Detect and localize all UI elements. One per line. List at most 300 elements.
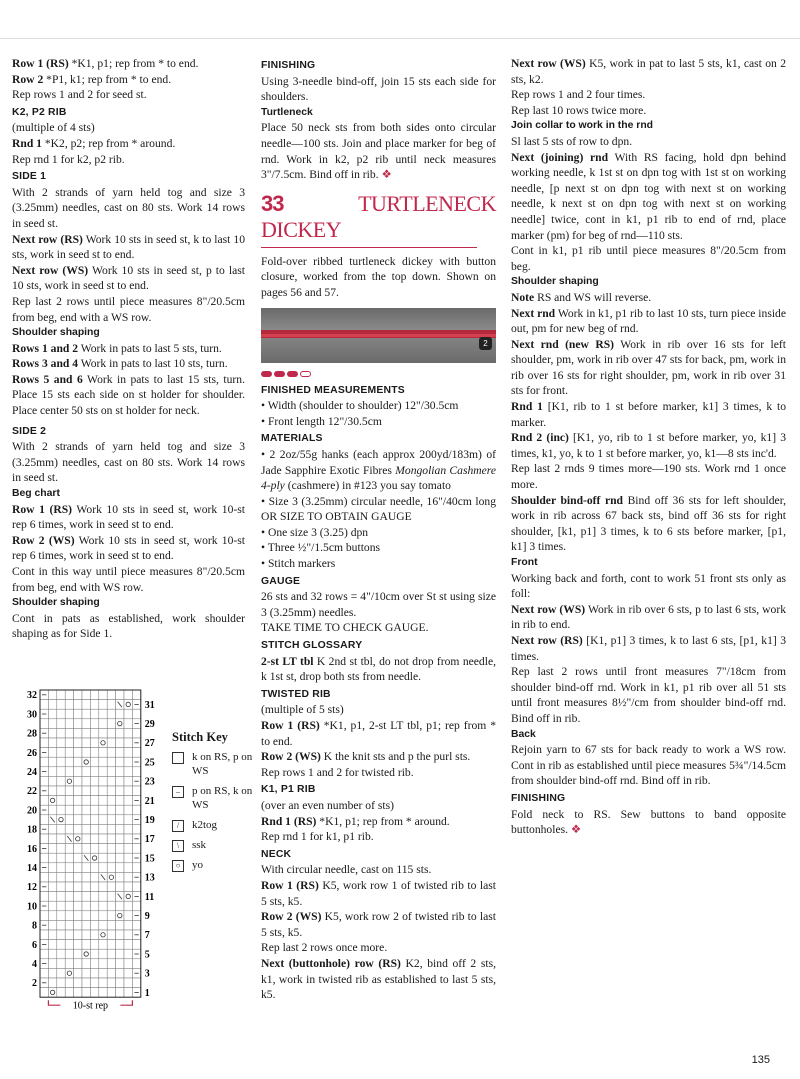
chart-cell bbox=[99, 901, 107, 911]
chart-cell bbox=[82, 968, 90, 978]
chart-cell bbox=[48, 767, 56, 777]
chart-cell bbox=[48, 690, 56, 700]
chart-cell bbox=[99, 834, 107, 844]
row-text: K5, work row 2 of twisted rib to last 5 sts, k5. bbox=[261, 910, 496, 939]
chart-cell bbox=[107, 872, 115, 882]
paragraph: (multiple of 4 sts) bbox=[12, 121, 95, 135]
chart-cell bbox=[90, 690, 98, 700]
paragraph: 26 sts and 32 rows = 4"/10cm over St st using size 3 (3.25mm) needles. bbox=[261, 590, 496, 619]
chart-cell bbox=[124, 824, 132, 834]
bullet: • Stitch markers bbox=[261, 557, 336, 571]
row-text: Work in pats to last 15 sts, turn. Place 15 sts each side on st holder for shoulder. Place center 50 sts on st holder for neck. bbox=[12, 372, 245, 418]
chart-cell bbox=[99, 690, 107, 700]
chart-cell bbox=[48, 844, 56, 854]
bullet: • Three ½"/1.5cm buttons bbox=[261, 541, 381, 555]
row-text: Work 10 sts in seed st, work 10-st rep 6 times, work in seed st to end. bbox=[12, 502, 245, 532]
chart-cell bbox=[90, 709, 98, 719]
row-text: K the knit sts and p the purl sts. bbox=[320, 750, 471, 764]
subheading: Shoulder shaping bbox=[511, 276, 599, 288]
chart-cell bbox=[132, 748, 140, 758]
row-number-right: 21 bbox=[144, 795, 155, 807]
row-label: Next (joining) rnd bbox=[511, 150, 609, 164]
pattern-title bbox=[261, 191, 496, 243]
knit-symbol-icon bbox=[172, 752, 184, 764]
chart-cell bbox=[74, 786, 82, 796]
chart-cell bbox=[132, 690, 140, 700]
chart-cell bbox=[116, 786, 124, 796]
pattern-name: TURTLENECK DICKEY bbox=[261, 190, 496, 242]
stitch-chart bbox=[22, 688, 162, 1023]
chart-cell bbox=[90, 786, 98, 796]
key-item bbox=[172, 818, 256, 832]
chart-cell bbox=[40, 949, 48, 959]
paragraph: Using 3-needle bind-off, join 15 sts each side for shoulders. bbox=[261, 74, 496, 104]
chart-cell bbox=[74, 892, 82, 902]
chart-cell bbox=[116, 719, 124, 729]
chart-cell bbox=[82, 911, 90, 921]
chart-cell bbox=[74, 700, 82, 710]
chart-cell bbox=[74, 738, 82, 748]
chart-cell bbox=[82, 920, 90, 930]
chart-cell bbox=[90, 968, 98, 978]
repeat-label: 10-st rep bbox=[72, 1000, 109, 1012]
key-label: k2tog bbox=[192, 819, 218, 831]
chart-cell bbox=[90, 748, 98, 758]
chart-cell bbox=[132, 978, 140, 988]
chart-cell bbox=[48, 709, 56, 719]
chart-cell bbox=[124, 863, 132, 873]
chart-cell bbox=[99, 911, 107, 921]
chart-cell bbox=[57, 901, 65, 911]
chart-cell bbox=[57, 690, 65, 700]
chart-cell bbox=[48, 920, 56, 930]
bullet: • Size 3 (3.25mm) circular needle, 16"/40cm long OR SIZE TO OBTAIN GAUGE bbox=[261, 494, 496, 524]
paragraph: Cont in this way until piece measures 8"/20.5cm from beg, end with WS row. bbox=[12, 565, 245, 594]
chart-cell bbox=[116, 796, 124, 806]
chart-cell bbox=[48, 911, 56, 921]
chart-cell bbox=[116, 901, 124, 911]
row-label: Rows 1 and 2 bbox=[12, 341, 79, 355]
chart-cell bbox=[99, 748, 107, 758]
row-number-left: 8 bbox=[32, 920, 37, 932]
chart-cell bbox=[65, 700, 73, 710]
paragraph: Rep last 2 rnds 9 times more—190 sts. Work rnd 1 once more. bbox=[511, 462, 786, 492]
row-label: Next rnd (new RS) bbox=[511, 337, 615, 351]
bullet: • One size 3 (3.25) dpn bbox=[261, 525, 369, 539]
row-text: [K1, rib to 1 st before marker, k1] 3 times, k to marker. bbox=[511, 400, 786, 429]
section-heading: FINISHING bbox=[261, 60, 316, 71]
row-text: K5, work row 1 of twisted rib to last 5 sts, k5. bbox=[261, 878, 496, 908]
row-number-right: 23 bbox=[144, 776, 155, 788]
chart-cell bbox=[74, 796, 82, 806]
paragraph: (over an even number of sts) bbox=[261, 798, 394, 812]
row-number-left: 26 bbox=[27, 747, 37, 759]
chart-cell bbox=[124, 786, 132, 796]
chart-cell bbox=[90, 796, 98, 806]
chart-cell bbox=[57, 709, 65, 719]
chart-cell bbox=[48, 757, 56, 767]
row-number-right: 9 bbox=[144, 910, 150, 922]
yarn-swatch-image bbox=[261, 308, 496, 363]
row-number-left: 28 bbox=[27, 728, 37, 740]
chart-cell bbox=[90, 805, 98, 815]
chart-cell bbox=[99, 728, 107, 738]
chart-cell bbox=[74, 834, 82, 844]
chart-cell bbox=[90, 892, 98, 902]
chart-cell bbox=[107, 815, 115, 825]
chart-cell bbox=[40, 930, 48, 940]
chart-cell bbox=[48, 834, 56, 844]
paragraph: Fold neck to RS. Sew buttons to band opposite buttonholes. bbox=[511, 807, 786, 837]
chart-cell bbox=[124, 767, 132, 777]
chart-cell bbox=[74, 709, 82, 719]
chart-cell bbox=[116, 863, 124, 873]
row-label: Next row (RS) bbox=[511, 633, 583, 647]
chart-cell bbox=[48, 728, 56, 738]
chart-cell bbox=[65, 882, 73, 892]
chart-cell bbox=[48, 776, 56, 786]
row-number-right: 27 bbox=[144, 738, 155, 750]
row-text: K 2nd st tbl, do not drop from needle, k 1st st, drop both sts from needle. bbox=[261, 654, 496, 684]
key-label: p on RS, k on WS bbox=[192, 785, 253, 811]
chart-cell bbox=[116, 911, 124, 921]
row-number-left: 6 bbox=[32, 939, 37, 951]
chart-cell bbox=[107, 930, 115, 940]
chart-cell bbox=[132, 709, 140, 719]
row-label: Row 2 (WS) bbox=[261, 750, 321, 764]
chart-cell bbox=[124, 892, 132, 902]
row-label: Rnd 1 bbox=[12, 136, 42, 150]
chart-cell bbox=[124, 978, 132, 988]
row-label: Row 1 (RS) bbox=[261, 878, 319, 892]
chart-cell bbox=[74, 872, 82, 882]
paragraph: Rep rows 1 and 2 four times. bbox=[511, 88, 646, 102]
chart-cell bbox=[116, 709, 124, 719]
row-number-right: 1 bbox=[144, 987, 150, 999]
chart-cell bbox=[40, 757, 48, 767]
chart-cell bbox=[116, 882, 124, 892]
chart-cell bbox=[82, 978, 90, 988]
chart-cell bbox=[116, 844, 124, 854]
row-label: Row 1 (RS) bbox=[12, 57, 69, 70]
chart-cell bbox=[57, 863, 65, 873]
page-number: 135 bbox=[751, 1054, 770, 1066]
row-text: [K1, yo, rib to 1 st before marker, yo, k1] 3 times, k1, yo, k to 1 st before marker, yo, k1—8 sts inc'd. bbox=[511, 431, 786, 460]
chart-cell bbox=[65, 959, 73, 969]
chart-cell bbox=[99, 738, 107, 748]
chart-cell bbox=[82, 824, 90, 834]
row-number-left: 10 bbox=[27, 901, 37, 913]
chart-cell bbox=[48, 748, 56, 758]
chart-cell bbox=[48, 940, 56, 950]
chart-cell bbox=[48, 863, 56, 873]
material-text: (cashmere) in #123 you say tomato bbox=[284, 479, 451, 493]
chart-cell bbox=[124, 930, 132, 940]
column-left bbox=[12, 56, 245, 642]
chart-cell bbox=[82, 700, 90, 710]
chart-cell bbox=[40, 988, 48, 998]
chart-cell bbox=[57, 796, 65, 806]
row-label: Rnd 2 (inc) bbox=[511, 431, 569, 445]
chart-cell bbox=[82, 719, 90, 729]
chart-grid bbox=[22, 688, 162, 1018]
chart-cell bbox=[74, 863, 82, 873]
skill-dot bbox=[287, 371, 298, 377]
key-label: k on RS, p on WS bbox=[192, 751, 253, 777]
chart-cell bbox=[90, 757, 98, 767]
row-text: With RS facing, hold dpn behind working needle, k 1st st on dpn tog with 1st st on working needle, [p next st on dpn tog with next st on working needle, k next st on dpn tog with next st on working needle] twice, cont in k1, p1 rib to end of rnd, place marker (pm) for beg of rnd—110 sts. bbox=[511, 150, 786, 242]
chart-cell bbox=[116, 757, 124, 767]
chart-cell bbox=[132, 882, 140, 892]
chart-cell bbox=[124, 844, 132, 854]
row-label: Next (buttonhole) row (RS) bbox=[261, 956, 401, 970]
intro: Fold-over ribbed turtleneck dickey with button closure, worked from the top down. Shown on pages 56 and 57. bbox=[261, 254, 496, 299]
chart-cell bbox=[82, 748, 90, 758]
skill-dot-empty bbox=[300, 371, 311, 377]
chart-cell bbox=[74, 911, 82, 921]
chart-cell bbox=[74, 767, 82, 777]
chart-cell bbox=[107, 901, 115, 911]
chart-cell bbox=[74, 757, 82, 767]
chart-cell bbox=[48, 786, 56, 796]
chart-cell bbox=[99, 815, 107, 825]
chart-cell bbox=[99, 882, 107, 892]
chart-cell bbox=[90, 911, 98, 921]
section-heading: NECK bbox=[261, 848, 292, 860]
paragraph: Working back and forth, cont to work 51 front sts only as foll: bbox=[511, 571, 786, 601]
chart-cell bbox=[90, 930, 98, 940]
chart-cell bbox=[74, 940, 82, 950]
chart-cell bbox=[74, 748, 82, 758]
stitch-key bbox=[172, 730, 256, 878]
chart-cell bbox=[82, 988, 90, 998]
chart-cell bbox=[48, 719, 56, 729]
chart-cell bbox=[40, 853, 48, 863]
column-middle bbox=[261, 56, 496, 1003]
chart-cell bbox=[65, 748, 73, 758]
chart-cell bbox=[99, 776, 107, 786]
row-label: Row 2 (WS) bbox=[12, 533, 75, 547]
chart-cell bbox=[82, 805, 90, 815]
section-heading: TWISTED RIB bbox=[261, 688, 331, 700]
chart-cell bbox=[116, 872, 124, 882]
chart-cell bbox=[57, 882, 65, 892]
chart-cell bbox=[57, 748, 65, 758]
skill-level-icon bbox=[261, 371, 496, 377]
paragraph: Rejoin yarn to 67 sts for back ready to work a WS row. Cont in rib as established until piece measures 5¾"/14.5cm from shoulder bind-off rnd. Bind off in rib. bbox=[511, 743, 786, 788]
material-text: • 2 2oz/55g hanks (each approx 200yd/183m) of Jade Sapphire Exotic Fibres bbox=[261, 447, 496, 477]
end-mark-icon: ❖ bbox=[381, 168, 392, 182]
chart-cell bbox=[40, 968, 48, 978]
row-text: *K1, p1; rep from * around. bbox=[316, 814, 450, 828]
row-number-left: 24 bbox=[27, 766, 37, 778]
key-item bbox=[172, 750, 256, 778]
row-number-right: 15 bbox=[144, 853, 155, 865]
chart-cell bbox=[65, 815, 73, 825]
yarn-strand-highlight bbox=[261, 334, 496, 337]
chart-cell bbox=[57, 776, 65, 786]
chart-cell bbox=[65, 805, 73, 815]
chart-cell bbox=[107, 786, 115, 796]
chart-cell bbox=[116, 690, 124, 700]
chart-cell bbox=[65, 767, 73, 777]
paragraph: Rep rows 1 and 2 for seed st. bbox=[12, 88, 147, 102]
chart-cell bbox=[90, 815, 98, 825]
chart-cell bbox=[124, 796, 132, 806]
chart-cell bbox=[74, 949, 82, 959]
row-text: Work 10 sts in seed st, k to last 10 sts, work in seed st to end. bbox=[12, 232, 246, 262]
row-label: Row 2 bbox=[12, 72, 44, 86]
row-label: Next row (WS) bbox=[511, 602, 586, 616]
row-number-right: 29 bbox=[144, 718, 155, 730]
row-number-right: 19 bbox=[144, 814, 155, 826]
chart-cell bbox=[57, 767, 65, 777]
key-item bbox=[172, 784, 256, 812]
chart-cell bbox=[74, 824, 82, 834]
chart-cell bbox=[107, 824, 115, 834]
subheading: Shoulder shaping bbox=[12, 327, 100, 339]
chart-cell bbox=[57, 853, 65, 863]
row-label: Shoulder bind-off rnd bbox=[511, 493, 624, 507]
chart-cell bbox=[48, 968, 56, 978]
chart-cell bbox=[132, 824, 140, 834]
chart-cell bbox=[57, 978, 65, 988]
chart-cell bbox=[65, 690, 73, 700]
chart-cell bbox=[48, 796, 56, 806]
chart-cell bbox=[107, 728, 115, 738]
chart-cell bbox=[99, 949, 107, 959]
row-text: Work in rib over 6 sts, p to last 6 sts, work in rib to end. bbox=[511, 602, 787, 632]
chart-cell bbox=[90, 940, 98, 950]
chart-cell bbox=[99, 853, 107, 863]
chart-cell bbox=[65, 978, 73, 988]
chart-cell bbox=[116, 805, 124, 815]
chart-cell bbox=[82, 844, 90, 854]
chart-cell bbox=[99, 844, 107, 854]
chart-cell bbox=[48, 853, 56, 863]
chart-cell bbox=[107, 949, 115, 959]
chart-cell bbox=[124, 748, 132, 758]
chart-cell bbox=[57, 949, 65, 959]
chart-cell bbox=[74, 978, 82, 988]
subheading: Beg chart bbox=[12, 488, 60, 500]
row-label: Row 1 (RS) bbox=[12, 502, 73, 516]
chart-cell bbox=[107, 940, 115, 950]
subheading: Back bbox=[511, 728, 536, 740]
chart-cell bbox=[82, 757, 90, 767]
chart-cell bbox=[90, 901, 98, 911]
paragraph: Cont in k1, p1 rib until piece measures 8"/20.5cm from beg. bbox=[511, 244, 786, 273]
chart-cell bbox=[124, 901, 132, 911]
chart-cell bbox=[90, 767, 98, 777]
paragraph: TAKE TIME TO CHECK GAUGE. bbox=[261, 621, 429, 635]
chart-cell bbox=[74, 988, 82, 998]
section-heading: SIDE 2 bbox=[12, 425, 47, 437]
subheading: Front bbox=[511, 557, 538, 568]
chart-cell bbox=[74, 959, 82, 969]
row-number-right: 7 bbox=[144, 930, 150, 942]
chart-cell bbox=[107, 690, 115, 700]
paragraph: Rep last 2 rows until front measures 7"/18cm from shoulder bind-off rnd. Work in k1, p1 rib over all 51 sts until front measures 8½"/cm from shoulder bind-off rnd. Bind off in rib. bbox=[511, 665, 786, 725]
chart-cell bbox=[107, 892, 115, 902]
chart-cell bbox=[57, 988, 65, 998]
chart-cell bbox=[40, 815, 48, 825]
chart-cell bbox=[124, 834, 132, 844]
chart-cell bbox=[65, 776, 73, 786]
row-text: Work in rib over 16 sts for left shoulder, pm, work in rib over 47 sts for back, pm, work in rib over 16 sts for right shoulder, pm, work in rib over 31 sts for front. bbox=[511, 337, 787, 398]
chart-cell bbox=[90, 824, 98, 834]
chart-cell bbox=[40, 719, 48, 729]
row-number-left: 30 bbox=[27, 709, 37, 721]
chart-cell bbox=[57, 844, 65, 854]
top-rule bbox=[0, 38, 800, 39]
chart-cell bbox=[124, 805, 132, 815]
row-number-left: 4 bbox=[32, 958, 37, 970]
chart-cell bbox=[82, 738, 90, 748]
chart-cell bbox=[107, 978, 115, 988]
chart-cell bbox=[116, 738, 124, 748]
chart-cell bbox=[99, 719, 107, 729]
paragraph: Sl last 5 sts of row to dpn. bbox=[511, 134, 633, 148]
chart-cell bbox=[124, 690, 132, 700]
chart-cell bbox=[65, 901, 73, 911]
chart-cell bbox=[74, 930, 82, 940]
row-number-right: 11 bbox=[144, 891, 155, 903]
chart-cell bbox=[99, 892, 107, 902]
row-label: Next rnd bbox=[511, 306, 556, 320]
row-label: Next row (RS) bbox=[12, 232, 83, 246]
chart-cell bbox=[74, 901, 82, 911]
chart-cell bbox=[65, 719, 73, 729]
row-text: K2, bind off 2 sts, k1, work in twisted rib as established to last 5 sts, k5. bbox=[261, 956, 497, 1002]
end-mark-icon: ❖ bbox=[570, 823, 582, 837]
section-heading: MATERIALS bbox=[261, 433, 323, 445]
chart-cell bbox=[124, 776, 132, 786]
chart-cell bbox=[116, 959, 124, 969]
chart-cell bbox=[65, 988, 73, 998]
chart-cell bbox=[107, 700, 115, 710]
chart-cell bbox=[124, 968, 132, 978]
chart-cell bbox=[74, 815, 82, 825]
row-number-right: 25 bbox=[144, 757, 155, 769]
chart-cell bbox=[65, 738, 73, 748]
paragraph: With circular needle, cast on 115 sts. bbox=[261, 863, 432, 877]
chart-cell bbox=[48, 738, 56, 748]
chart-cell bbox=[132, 786, 140, 796]
chart-cell bbox=[74, 805, 82, 815]
chart-cell bbox=[99, 863, 107, 873]
chart-cell bbox=[90, 776, 98, 786]
chart-cell bbox=[107, 805, 115, 815]
chart-cell bbox=[116, 824, 124, 834]
chart-cell bbox=[124, 757, 132, 767]
skill-dot bbox=[261, 371, 272, 377]
chart-cell bbox=[57, 892, 65, 902]
chart-cell bbox=[90, 719, 98, 729]
chart-cell bbox=[82, 863, 90, 873]
key-label: yo bbox=[192, 859, 203, 871]
row-text: *P1, k1; rep from * to end. bbox=[43, 72, 172, 86]
chart-cell bbox=[107, 968, 115, 978]
chart-cell bbox=[57, 805, 65, 815]
chart-cell bbox=[57, 940, 65, 950]
chart-cell bbox=[48, 872, 56, 882]
title-rule bbox=[261, 247, 477, 248]
chart-cell bbox=[82, 882, 90, 892]
chart-cell bbox=[132, 940, 140, 950]
chart-cell bbox=[116, 767, 124, 777]
chart-cell bbox=[57, 815, 65, 825]
